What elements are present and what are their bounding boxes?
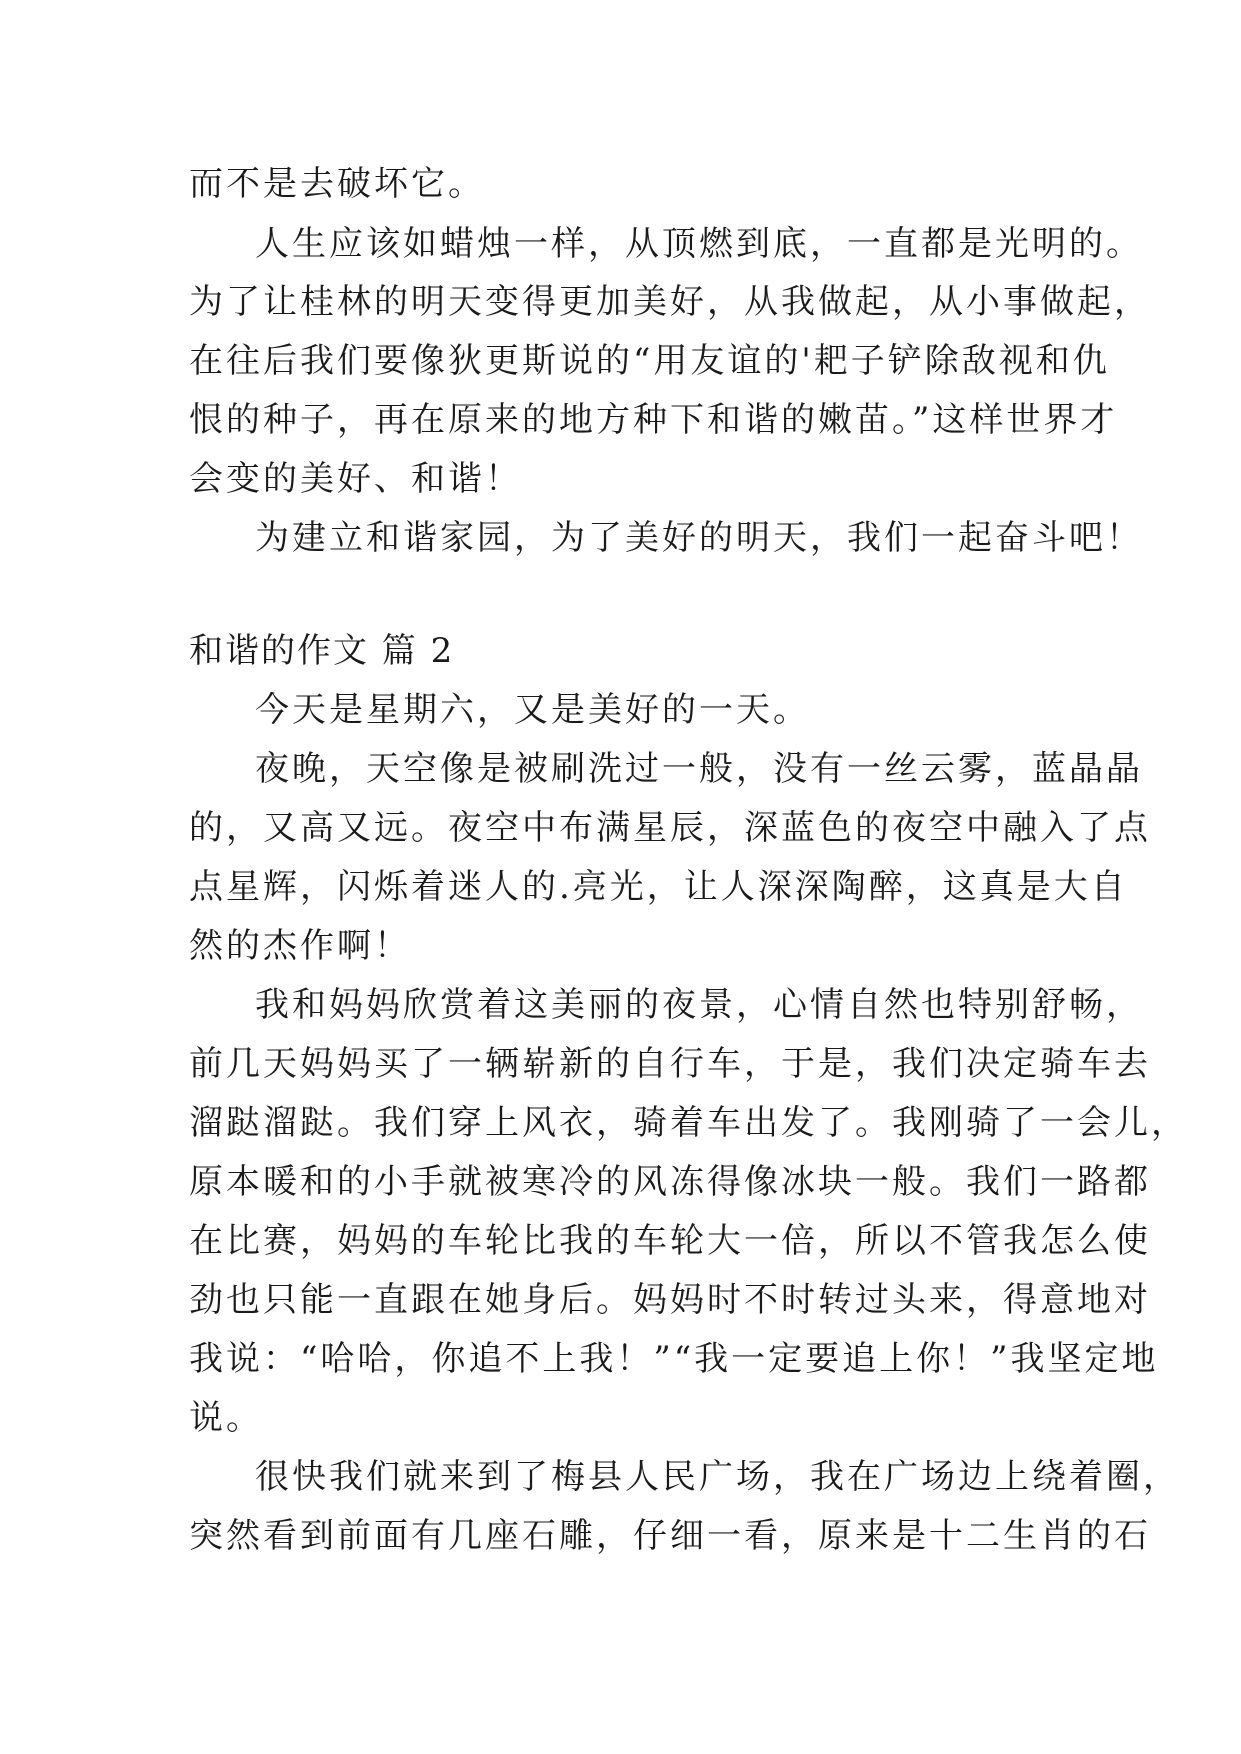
text-line: 点星辉，闪烁着迷人的.亮光，让人深深陶醉，这真是大自 — [189, 867, 1128, 907]
text-line: 说。 — [189, 1398, 263, 1438]
text-line: 溜跶溜跶。我们穿上风衣，骑着车出发了。我刚骑了一会儿， — [189, 1103, 1188, 1143]
paragraph-start-line: 很快我们就来到了梅县人民广场，我在广场边上绕着圈， — [255, 1457, 1180, 1497]
paragraph-start-line: 为建立和谐家园，为了美好的明天，我们一起奋斗吧！ — [255, 518, 1143, 558]
text-line: 原本暖和的小手就被寒冷的风冻得像冰块一般。我们一路都 — [189, 1162, 1151, 1202]
paragraph-start-line: 今天是星期六，又是美好的一天。 — [255, 690, 810, 730]
text-line: 恨的种子，再在原来的地方种下和谐的嫩苗。”这样世界才 — [189, 400, 1118, 440]
paragraph-start-line: 我和妈妈欣赏着这美丽的夜景，心情自然也特别舒畅， — [255, 985, 1143, 1025]
text-line: 然的杰作啊！ — [189, 926, 411, 966]
text-line: 会变的美好、和谐！ — [189, 459, 522, 499]
text-line: 为了让桂林的明天变得更加美好，从我做起，从小事做起， — [189, 282, 1151, 322]
paragraph-start-line: 人生应该如蜡烛一样，从顶燃到底，一直都是光明的。 — [255, 224, 1143, 264]
section-heading: 和谐的作文 篇 2 — [189, 631, 455, 671]
text-line: 前几天妈妈买了一辆崭新的自行车，于是，我们决定骑车去 — [189, 1044, 1151, 1084]
text-line: 劲也只能一直跟在她身后。妈妈时不时转过头来，得意地对 — [189, 1280, 1151, 1320]
text-line: 的，又高又远。夜空中布满星辰，深蓝色的夜空中融入了点 — [189, 808, 1151, 848]
text-line: 在比赛，妈妈的车轮比我的车轮大一倍，所以不管我怎么使 — [189, 1221, 1151, 1261]
text-line: 突然看到前面有几座石雕，仔细一看，原来是十二生肖的石 — [189, 1516, 1151, 1556]
text-line: 在往后我们要像狄更斯说的“用友谊的'耙子铲除敌视和仇 — [189, 341, 1110, 381]
text-line: 而不是去破坏它。 — [189, 164, 485, 204]
paragraph-start-line: 夜晚，天空像是被刷洗过一般，没有一丝云雾，蓝晶晶 — [255, 749, 1143, 789]
text-line: 我说：“哈哈，你追不上我！”“我一定要追上你！”我坚定地 — [189, 1339, 1159, 1379]
